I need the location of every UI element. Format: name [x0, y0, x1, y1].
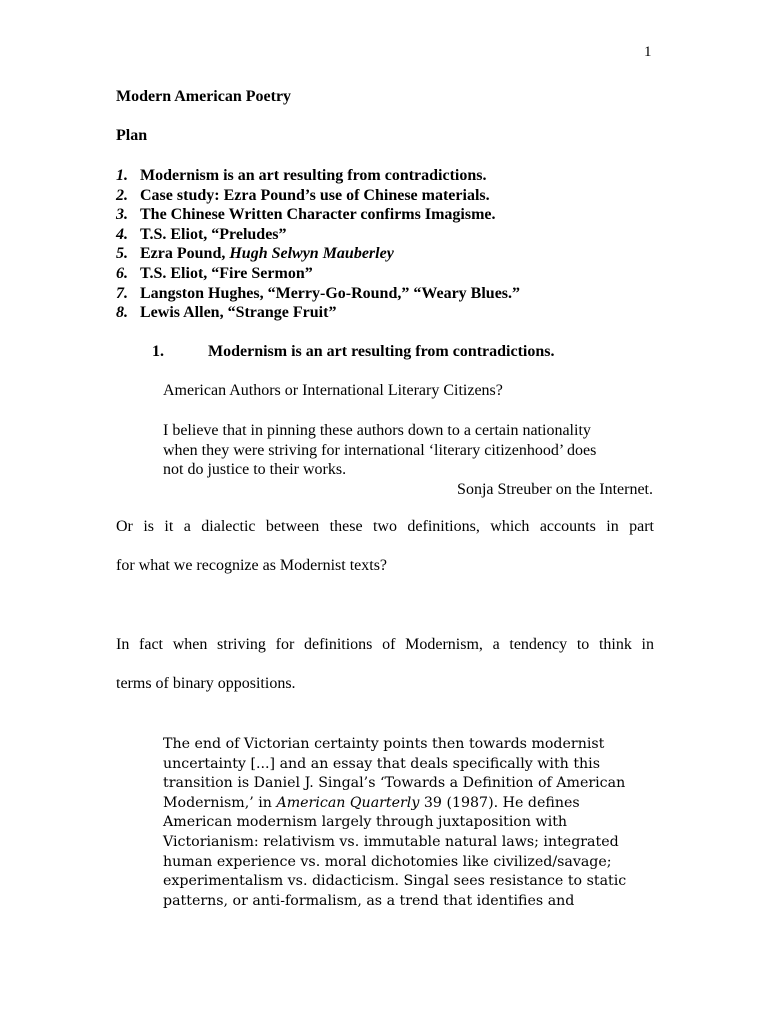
quote-line: not do justice to their works.: [163, 461, 347, 479]
plan-item-number: 6.: [116, 264, 128, 282]
plan-item-number: 4.: [116, 225, 128, 243]
paragraph-line: Or is it a dialectic between these two definitions, which accounts in part: [116, 518, 654, 535]
plan-item-text: Modernism is an art resulting from contradictions.: [140, 167, 487, 184]
block-quote-line: uncertainty [...] and an essay that deals specifically with this: [163, 755, 600, 772]
plan-item: [116, 205, 520, 225]
section-number: 1.: [152, 343, 164, 360]
plan-item: [116, 264, 520, 284]
block-quote-line: Victorianism: relativism vs. immutable natural laws; integrated: [163, 833, 619, 850]
plan-item: [116, 244, 520, 264]
plan-list: [116, 166, 520, 323]
plan-heading: Plan: [116, 127, 148, 144]
plan-item-text: Lewis Allen, “Strange Fruit”: [140, 304, 337, 322]
plan-item-text: T.S. Eliot, “Fire Sermon”: [140, 264, 313, 282]
section-heading: [152, 343, 555, 361]
plan-item: [116, 284, 520, 304]
plan-item-text: Langston Hughes, “Merry-Go-Round,” “Weary Blues.”: [140, 284, 521, 302]
plan-item-italic-title: Hugh Selwyn Mauberley: [229, 245, 394, 263]
plan-item-number: 3.: [116, 206, 128, 224]
quote-line: I believe that in pinning these authors down to a certain nationality: [163, 422, 591, 439]
block-quote-text: Modernism,’ in: [163, 794, 277, 811]
section-title: Modernism is an art resulting from contradictions.: [208, 343, 555, 360]
block-quote-line: The end of Victorian certainty points then towards modernist: [163, 736, 605, 752]
paragraph-line: for what we recognize as Modernist texts?: [116, 557, 388, 575]
plan-item: [116, 166, 520, 186]
paragraph-line: terms of binary oppositions.: [116, 675, 296, 693]
block-quote-line: human experience vs. moral dichotomies like civilized/savage;: [163, 853, 612, 870]
paragraph-line: In fact when striving for definitions of Modernism, a tendency to think in: [116, 636, 654, 653]
block-quote-line: patterns, or anti-formalism, as a trend that identifies and: [163, 892, 575, 909]
plan-item-number: 7.: [116, 284, 128, 302]
block-quote-line: American modernism largely through juxtaposition with: [163, 814, 568, 831]
singal-block-quote: [163, 735, 643, 911]
quote-line: when they were striving for international ‘literary citizenhood’ does: [163, 441, 597, 459]
plan-item-text: Case study: Ezra Pound’s use of Chinese materials.: [140, 186, 490, 204]
quote-attribution: Sonja Streuber on the Internet.: [457, 480, 653, 498]
plan-item-number: 2.: [116, 186, 128, 204]
plan-item: [116, 303, 520, 323]
journal-title: American Quarterly: [276, 794, 420, 811]
plan-item-text: The Chinese Written Character confirms Imagisme.: [140, 206, 496, 224]
plan-item-text: T.S. Eliot, “Preludes”: [140, 225, 287, 243]
block-quote-line: transition is Daniel J. Singal’s ‘Towards a Definition of American: [163, 775, 626, 792]
plan-item: [116, 225, 520, 245]
block-quote-line: experimentalism vs. didacticism. Singal sees resistance to static: [163, 873, 627, 890]
page-number: 1: [644, 44, 652, 60]
plan-item: [116, 186, 520, 206]
quote-question: American Authors or International Literary Citizens?: [163, 382, 503, 399]
paragraph-binary: [116, 635, 654, 694]
plan-item-number: 5.: [116, 245, 128, 263]
plan-item-number: 1.: [116, 167, 128, 184]
paragraph-dialectic: [116, 517, 654, 576]
plan-item-text: Ezra Pound,: [140, 245, 230, 263]
plan-item-number: 8.: [116, 304, 128, 322]
document-title: Modern American Poetry: [116, 88, 292, 105]
block-quote-text: 39 (1987). He defines: [419, 794, 580, 811]
internet-quote: [163, 421, 653, 499]
block-quote-line: [163, 794, 643, 814]
